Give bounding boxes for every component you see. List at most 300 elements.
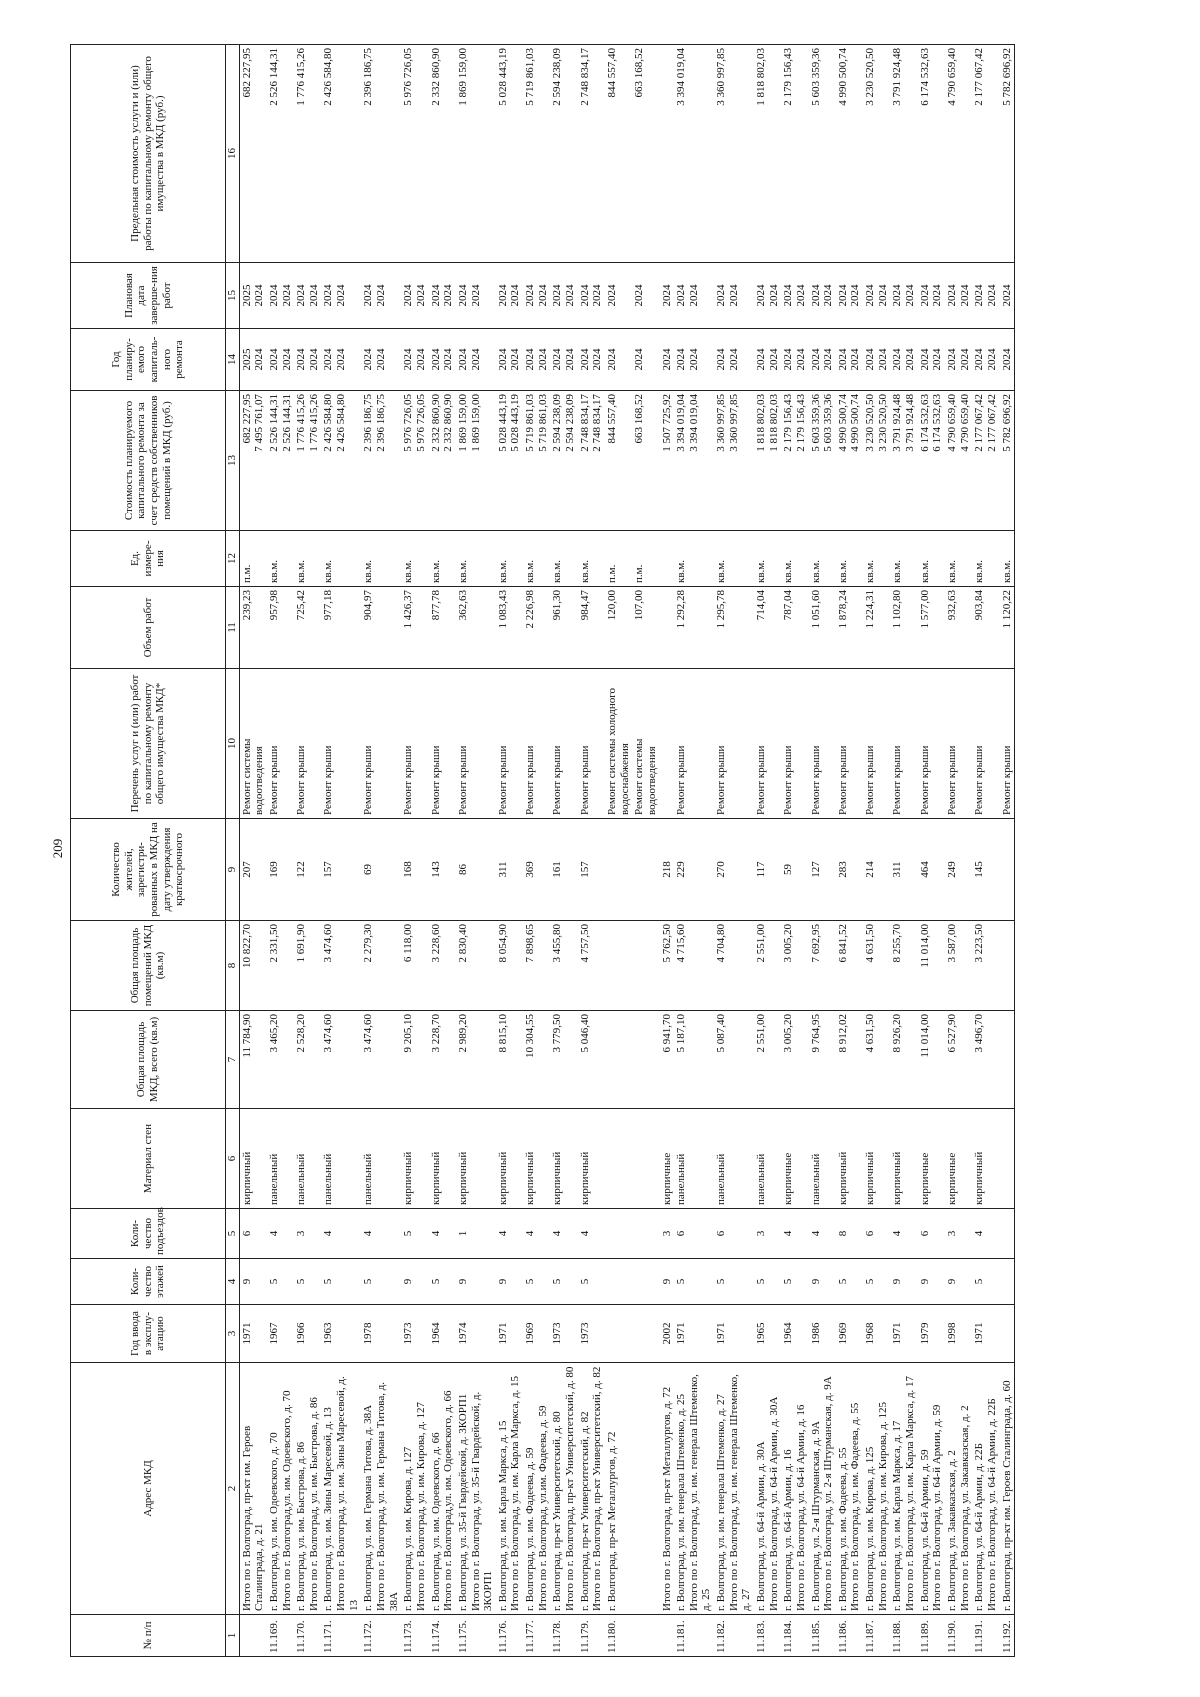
table-row bbox=[890, 45, 917, 1657]
column-number: 5 bbox=[226, 1209, 240, 1259]
column-header: Общая площадь МКД, всего (кв.м) bbox=[71, 1011, 226, 1109]
table-cell: г. Волгоград, ул. им. Фадеева, д. 59 Итого по г. Волгоград, ул.им. Фадеева, д. 59 bbox=[523, 1363, 550, 1615]
table-cell: 362,63 bbox=[456, 587, 496, 669]
table-cell: Ремонт крыши bbox=[714, 669, 754, 819]
table-cell: Ремонт крыши bbox=[754, 669, 781, 819]
table-cell: 11.169. bbox=[267, 1615, 294, 1657]
table-cell: кв.м. bbox=[550, 531, 577, 587]
table-cell: 1973 bbox=[401, 1305, 428, 1363]
table-cell: 2024 2024 bbox=[523, 263, 550, 329]
table-cell: 11 014,00 bbox=[918, 921, 945, 1011]
table-cell: 2 426 584,80 bbox=[321, 45, 361, 263]
table-cell: 2 396 186,75 bbox=[361, 45, 401, 263]
table-cell: 2024 2024 bbox=[294, 329, 321, 391]
table-cell: г. Волгоград, ул. им. Одоевского, д. 70 Итого по г. Волгоград,ул. им. Одоевского, д. 70 bbox=[267, 1363, 294, 1615]
table-cell: 8 815,10 bbox=[496, 1011, 523, 1109]
header-row bbox=[71, 45, 226, 1657]
table-cell: панельный bbox=[321, 1109, 361, 1209]
table-cell: 2024 2024 bbox=[890, 329, 917, 391]
table-cell: 8 255,70 bbox=[890, 921, 917, 1011]
table-cell: кирпичный bbox=[401, 1109, 428, 1209]
table-cell: 5 087,40 bbox=[714, 1011, 754, 1109]
table-cell: 161 bbox=[550, 819, 577, 921]
table-cell: 1 224,31 bbox=[863, 587, 890, 669]
table-cell: 1964 bbox=[429, 1305, 456, 1363]
table-cell: 3 230 520,50 3 230 520,50 bbox=[863, 391, 890, 531]
table-cell: 2 594 238,09 bbox=[550, 45, 577, 263]
table-cell: 2024 2024 bbox=[754, 263, 781, 329]
table-cell: 2024 2024 bbox=[321, 329, 361, 391]
table-cell: 11.183. bbox=[754, 1615, 781, 1657]
table-cell: 5 187,10 bbox=[674, 1011, 714, 1109]
table-cell: 3 779,50 bbox=[550, 1011, 577, 1109]
table-cell: 4 715,60 bbox=[674, 921, 714, 1011]
table-cell: 5 bbox=[267, 1259, 294, 1305]
table-cell: 4 bbox=[809, 1209, 836, 1259]
table-row bbox=[781, 45, 808, 1657]
table-cell: 5 bbox=[714, 1259, 754, 1305]
table-cell: 5 028 443,19 5 028 443,19 bbox=[496, 391, 523, 531]
table-row bbox=[605, 45, 632, 1657]
table-cell: 3 474,60 bbox=[321, 1011, 361, 1109]
table-cell: 464 bbox=[918, 819, 945, 921]
table-cell: 787,04 bbox=[781, 587, 808, 669]
table-cell: кирпичный bbox=[550, 1109, 577, 1209]
column-header: Материал стен bbox=[71, 1109, 226, 1209]
table-cell: 2024 2024 bbox=[890, 263, 917, 329]
table-cell: 3 360 997,85 3 360 997,85 bbox=[714, 391, 754, 531]
table-row bbox=[523, 45, 550, 1657]
column-header: Адрес МКД bbox=[71, 1363, 226, 1615]
table-cell: 2 528,20 bbox=[294, 1011, 321, 1109]
table-cell: 2024 2024 bbox=[781, 263, 808, 329]
table-cell: 11.179. bbox=[578, 1615, 605, 1657]
table-row bbox=[578, 45, 605, 1657]
table-row bbox=[1000, 45, 1015, 1657]
table-cell: 5 762,50 bbox=[660, 921, 675, 1011]
table-cell bbox=[1000, 1109, 1015, 1209]
table-cell: 5 bbox=[361, 1259, 401, 1305]
table-cell: 2024 2024 bbox=[836, 263, 863, 329]
table-cell: 1 120,22 bbox=[1000, 587, 1015, 669]
column-number: 14 bbox=[226, 329, 240, 391]
table-cell: 2024 2024 bbox=[578, 329, 605, 391]
table-cell: 11.174. bbox=[429, 1615, 456, 1657]
table-cell: 11.176. bbox=[496, 1615, 523, 1657]
table-cell: 4 bbox=[972, 1209, 999, 1259]
table-cell: 1 878,24 bbox=[836, 587, 863, 669]
table-cell: кирпичный bbox=[890, 1109, 917, 1209]
table-cell: кв.м. bbox=[321, 531, 361, 587]
table-row bbox=[550, 45, 577, 1657]
table-cell: 3 394 019,04 bbox=[674, 45, 714, 263]
table-cell: 5 782 696,92 bbox=[1000, 391, 1015, 531]
table-cell: 932,63 bbox=[945, 587, 972, 669]
table-cell: г. Волгоград, ул. им. Зины Маресевой, д. 13 Итого по г. Волгоград, ул. им. Зины Маресевой, д. 13 bbox=[321, 1363, 361, 1615]
table-cell: 1 295,78 bbox=[714, 587, 754, 669]
table-cell: 2 396 186,75 2 396 186,75 bbox=[361, 391, 401, 531]
table-cell bbox=[605, 819, 632, 921]
table-cell: 2024 2024 bbox=[523, 329, 550, 391]
table-row bbox=[239, 45, 267, 1657]
table-cell: г. Волгоград, ул. им. Кирова, д. 127 Итого по г. Волгоград, ул. им. Кирова, д. 127 bbox=[401, 1363, 428, 1615]
table-cell: 2024 bbox=[605, 263, 632, 329]
table-cell: 2024 bbox=[632, 329, 659, 391]
table-cell: 5 bbox=[754, 1259, 781, 1305]
table-cell bbox=[1000, 1305, 1015, 1363]
column-number: 13 bbox=[226, 391, 240, 531]
table-cell: 2024 2024 bbox=[714, 329, 754, 391]
table-cell: 5 028 443,19 bbox=[496, 45, 523, 263]
table-cell: 11.192. bbox=[1000, 1615, 1015, 1657]
table-cell: Ремонт крыши bbox=[918, 669, 945, 819]
table-cell: 4 790 659,40 bbox=[945, 45, 972, 263]
column-number: 16 bbox=[226, 45, 240, 263]
table-cell: 6 174 532,63 6 174 532,63 bbox=[918, 391, 945, 531]
column-header: Плановая дата заверше-ния работ bbox=[71, 263, 226, 329]
table-cell: 8 bbox=[836, 1209, 863, 1259]
table-cell: 1 083,43 bbox=[496, 587, 523, 669]
table-cell bbox=[632, 1109, 659, 1209]
table-cell: 3 496,70 bbox=[972, 1011, 999, 1109]
table-cell: 1978 bbox=[361, 1305, 401, 1363]
table-cell bbox=[632, 921, 659, 1011]
table-cell: 2024 2024 bbox=[550, 329, 577, 391]
table-cell: 2024 bbox=[1000, 263, 1015, 329]
table-cell: 3 bbox=[945, 1209, 972, 1259]
table-cell: 11.188. bbox=[890, 1615, 917, 1657]
table-row bbox=[809, 45, 836, 1657]
table-cell bbox=[660, 587, 675, 669]
table-row bbox=[496, 45, 523, 1657]
table-cell: 1998 bbox=[945, 1305, 972, 1363]
table-cell: 9 bbox=[660, 1259, 675, 1305]
table-cell: 11.175. bbox=[456, 1615, 496, 1657]
table-cell: Ремонт крыши bbox=[972, 669, 999, 819]
table-cell bbox=[1000, 819, 1015, 921]
table-cell: 5 603 359,36 5 603 359,36 bbox=[809, 391, 836, 531]
table-cell: 2024 bbox=[660, 263, 675, 329]
table-cell bbox=[605, 921, 632, 1011]
table-cell: Ремонт крыши bbox=[890, 669, 917, 819]
table-cell: г. Волгоград, пр-кт Университетский, д. 82 Итого по г. Волгоград, пр-кт Университетский, д. 82 bbox=[578, 1363, 605, 1615]
table-cell: 3 587,00 bbox=[945, 921, 972, 1011]
table-cell: 2 748 834,17 2 748 834,17 bbox=[578, 391, 605, 531]
table-cell: 3 791 924,48 bbox=[890, 45, 917, 263]
table-cell: 2024 2024 bbox=[863, 329, 890, 391]
table-cell: 1 691,90 bbox=[294, 921, 321, 1011]
table-cell: 4 bbox=[321, 1209, 361, 1259]
table-cell: 4 bbox=[361, 1209, 401, 1259]
table-cell: 5 bbox=[401, 1209, 428, 1259]
table-cell: 2 426 584,80 2 426 584,80 bbox=[321, 391, 361, 531]
page-number: 209 bbox=[50, 838, 65, 859]
table-cell: 2024 2024 bbox=[714, 263, 754, 329]
table-cell: 2024 2024 bbox=[754, 329, 781, 391]
column-number: 7 bbox=[226, 1011, 240, 1109]
table-cell: 2025 2024 bbox=[239, 329, 267, 391]
table-cell: кирпичный bbox=[496, 1109, 523, 1209]
table-cell bbox=[605, 1109, 632, 1209]
table-cell: г. Волгоград, пр-кт Университетский, д. 80 Итого по г. Волгоград, пр-кт Университетский, д. 80 bbox=[550, 1363, 577, 1615]
table-cell: 2024 2024 bbox=[401, 263, 428, 329]
table-cell: г. Волгоград, ул. им. Быстрова, д. 86 Итого по г. Волгоград, ул. им. Быстрова, д. 86 bbox=[294, 1363, 321, 1615]
table-cell: 8 054,90 bbox=[496, 921, 523, 1011]
column-header: Объем работ bbox=[71, 587, 226, 669]
table-cell: г. Волгоград, ул. 2-я Штурманская, д. 9А Итого по г. Волгоград, ул. 2-я Штурманская, д. 9А bbox=[809, 1363, 836, 1615]
table-cell: 1 102,80 bbox=[890, 587, 917, 669]
table-cell: панельный bbox=[714, 1109, 754, 1209]
table-cell: 3 791 924,48 3 791 924,48 bbox=[890, 391, 917, 531]
column-number: 9 bbox=[226, 819, 240, 921]
table-cell: 283 bbox=[836, 819, 863, 921]
table-cell: 169 bbox=[267, 819, 294, 921]
table-cell: кв.м. bbox=[496, 531, 523, 587]
table-cell: 6 941,70 bbox=[660, 1011, 675, 1109]
table-cell: 369 bbox=[523, 819, 550, 921]
table-cell: 2 551,00 bbox=[754, 1011, 781, 1109]
table-cell: панельный bbox=[294, 1109, 321, 1209]
table-cell: 11.172. bbox=[361, 1615, 401, 1657]
table-cell: 2 279,30 bbox=[361, 921, 401, 1011]
table-cell bbox=[632, 1011, 659, 1109]
table-cell: 2024 2024 bbox=[550, 263, 577, 329]
table-cell: 3 228,60 bbox=[429, 921, 456, 1011]
table-cell: 1 bbox=[456, 1209, 496, 1259]
table-row bbox=[361, 45, 401, 1657]
table-cell: Ремонт крыши bbox=[945, 669, 972, 819]
table-cell bbox=[660, 1615, 675, 1657]
table-cell: 1967 bbox=[267, 1305, 294, 1363]
table-row bbox=[632, 45, 659, 1657]
table-cell bbox=[660, 531, 675, 587]
table-cell: кв.м. bbox=[674, 531, 714, 587]
table-cell: 2024 bbox=[605, 329, 632, 391]
table-cell: 1973 bbox=[550, 1305, 577, 1363]
table-cell: кв.м. bbox=[401, 531, 428, 587]
column-number: 15 bbox=[226, 263, 240, 329]
table-cell: 229 bbox=[674, 819, 714, 921]
table-cell: 6 527,90 bbox=[945, 1011, 972, 1109]
table-cell: 3 230 520,50 bbox=[863, 45, 890, 263]
table-cell: кв.м. bbox=[781, 531, 808, 587]
table-cell: кв.м. bbox=[754, 531, 781, 587]
table-row bbox=[972, 45, 999, 1657]
table-cell: 2024 2024 bbox=[456, 263, 496, 329]
table-cell: 2024 2024 bbox=[456, 329, 496, 391]
table-cell: 11.178. bbox=[550, 1615, 577, 1657]
table-cell: кв.м. bbox=[523, 531, 550, 587]
table-cell bbox=[632, 1305, 659, 1363]
table-cell bbox=[632, 1363, 659, 1615]
table-cell: Ремонт крыши bbox=[361, 669, 401, 819]
table-cell: 6 174 532,63 bbox=[918, 45, 945, 263]
table-cell: 1 776 415,26 1 776 415,26 bbox=[294, 391, 321, 531]
table-cell: 11.186. bbox=[836, 1615, 863, 1657]
table-cell: г. Волгоград, ул. им. Карла Маркса, д. 17 Итого по г. Волгоград, ул. им. Карла Маркса, д. 17 bbox=[890, 1363, 917, 1615]
table-cell: 2024 2024 bbox=[945, 263, 972, 329]
table-cell: кирпичный bbox=[972, 1109, 999, 1209]
table-cell bbox=[1000, 1259, 1015, 1305]
column-header: Количество жителей, зарегистри-рованных в МКД на дату утверждения краткосрочного bbox=[71, 819, 226, 921]
table-cell: 10 822,70 bbox=[239, 921, 267, 1011]
table-cell: панельный bbox=[267, 1109, 294, 1209]
table-cell: кв.м. bbox=[945, 531, 972, 587]
column-number: 8 bbox=[226, 921, 240, 1011]
table-cell: кирпичный bbox=[429, 1109, 456, 1209]
table-cell: 11.173. bbox=[401, 1615, 428, 1657]
table-cell: Ремонт системы водоотведения bbox=[632, 669, 659, 819]
table-cell: 2024 2024 bbox=[361, 263, 401, 329]
table-cell: 10 304,55 bbox=[523, 1011, 550, 1109]
table-cell: 2024 2024 bbox=[674, 263, 714, 329]
table-cell: 11.182. bbox=[714, 1615, 754, 1657]
table-cell: г. Волгоград, ул. им. Карла Маркса, д. 15 Итого по г. Волгоград, ул. им. Карла Маркса, д. 15 bbox=[496, 1363, 523, 1615]
table-cell: 2024 2024 bbox=[321, 263, 361, 329]
table-cell: кв.м. bbox=[836, 531, 863, 587]
table-row bbox=[660, 45, 675, 1657]
table-cell: г. Волгоград, ул. Закавказская, д. 2 Итого по г. Волгоград, ул. Закавказская, д. 2 bbox=[945, 1363, 972, 1615]
table-cell: 1969 bbox=[836, 1305, 863, 1363]
table-cell bbox=[1000, 1209, 1015, 1259]
table-cell: 5 782 696,92 bbox=[1000, 45, 1015, 263]
table-cell: 8 912,02 bbox=[836, 1011, 863, 1109]
column-number: 6 bbox=[226, 1109, 240, 1209]
table-cell: 2 179 156,43 2 179 156,43 bbox=[781, 391, 808, 531]
table-cell: 6 bbox=[863, 1209, 890, 1259]
table-cell: 1 776 415,26 bbox=[294, 45, 321, 263]
table-cell: 2024 2024 bbox=[294, 263, 321, 329]
table-cell: 4 631,50 bbox=[863, 921, 890, 1011]
table-cell: 3 bbox=[294, 1209, 321, 1259]
table-cell: 2 748 834,17 bbox=[578, 45, 605, 263]
table-cell: панельный bbox=[361, 1109, 401, 1209]
table-cell: 2025 2024 bbox=[239, 263, 267, 329]
table-cell: 4 631,50 bbox=[863, 1011, 890, 1109]
table-cell: Ремонт системы холодного водоснабжения bbox=[605, 669, 632, 819]
table-row bbox=[754, 45, 781, 1657]
table-row bbox=[267, 45, 294, 1657]
table-cell: 1974 bbox=[456, 1305, 496, 1363]
table-cell: 2 551,00 bbox=[754, 921, 781, 1011]
table-cell: 8 926,20 bbox=[890, 1011, 917, 1109]
column-number: 10 bbox=[226, 669, 240, 819]
table-cell: 214 bbox=[863, 819, 890, 921]
table-cell: 5 bbox=[972, 1259, 999, 1305]
table-cell: 2024 2024 bbox=[578, 263, 605, 329]
table-cell: Ремонт крыши bbox=[496, 669, 523, 819]
table-cell: 2024 2024 bbox=[781, 329, 808, 391]
table-cell: 2024 2024 bbox=[945, 329, 972, 391]
table-cell: 4 bbox=[550, 1209, 577, 1259]
table-cell: г. Волгоград, пр-кт им. Героев Сталинграда, д. 60 bbox=[1000, 1363, 1015, 1615]
table-cell: 2 526 144,31 2 526 144,31 bbox=[267, 391, 294, 531]
table-cell: кирпичный bbox=[523, 1109, 550, 1209]
table-cell: 6 bbox=[918, 1209, 945, 1259]
table-cell: 5 046,40 bbox=[578, 1011, 605, 1109]
table-cell: 4 bbox=[578, 1209, 605, 1259]
table-cell: 239,23 bbox=[239, 587, 267, 669]
table-cell: 5 603 359,36 bbox=[809, 45, 836, 263]
table-cell: кв.м. bbox=[890, 531, 917, 587]
table-cell: 2 526 144,31 bbox=[267, 45, 294, 263]
table-cell bbox=[605, 1259, 632, 1305]
table-cell bbox=[632, 1259, 659, 1305]
table-cell: 1 292,28 bbox=[674, 587, 714, 669]
table-cell: 4 790 659,40 4 790 659,40 bbox=[945, 391, 972, 531]
table-cell: 2024 2024 bbox=[918, 329, 945, 391]
table-cell: кирпичный bbox=[239, 1109, 267, 1209]
table-cell: 127 bbox=[809, 819, 836, 921]
table-cell: 5 bbox=[523, 1259, 550, 1305]
table-cell: 157 bbox=[578, 819, 605, 921]
table-cell: 11.180. bbox=[605, 1615, 632, 1657]
table-cell: 9 bbox=[496, 1259, 523, 1305]
table-cell: 2 594 238,09 2 594 238,09 bbox=[550, 391, 577, 531]
table-cell: 4 990 500,74 bbox=[836, 45, 863, 263]
table-cell: кирпичный bbox=[863, 1109, 890, 1209]
column-header: Перечень услуг и (или) работ по капитальному ремонту общего имущества МКД* bbox=[71, 669, 226, 819]
table-cell: 2 177 067,42 bbox=[972, 45, 999, 263]
table-cell: 2024 2024 bbox=[496, 329, 523, 391]
table-cell: 663 168,52 bbox=[632, 45, 659, 263]
table-cell: Итого по г. Волгоград, пр-кт им. Героев Сталинграда, д. 21 bbox=[239, 1363, 267, 1615]
table-cell bbox=[1000, 1011, 1015, 1109]
table-cell: г. Волгоград, ул. им. Фадеева, д. 55 Итого по г. Волгоград, ул. им. Фадеева, д. 55 bbox=[836, 1363, 863, 1615]
table-cell: 3 360 997,85 bbox=[714, 45, 754, 263]
table-cell: 2 177 067,42 2 177 067,42 bbox=[972, 391, 999, 531]
table-cell: 4 bbox=[523, 1209, 550, 1259]
table-cell: 3 223,50 bbox=[972, 921, 999, 1011]
table-cell: кирпичные bbox=[918, 1109, 945, 1209]
table-cell: г. Волгоград, ул. им. Одоевского, д. 66 Итого по г. Волгоград,ул. им. Одоевского, д. 66 bbox=[429, 1363, 456, 1615]
table-cell: 11.191. bbox=[972, 1615, 999, 1657]
table-cell bbox=[605, 1305, 632, 1363]
table-cell: г. Волгоград, ул. им. Германа Титова, д. 38А Итого по г. Волгоград, ул. им. Германа Титова, д. 38А bbox=[361, 1363, 401, 1615]
table-cell: панельный bbox=[674, 1109, 714, 1209]
table-cell: 5 bbox=[321, 1259, 361, 1305]
column-number: 12 bbox=[226, 531, 240, 587]
table-row bbox=[714, 45, 754, 1657]
table-cell: 11.181. bbox=[674, 1615, 714, 1657]
table-cell: г. Волгоград, ул. 64-й Армии, д. 59 Итого по г. Волгоград, ул. 64-й Армии, д. 59 bbox=[918, 1363, 945, 1615]
table-cell: 9 bbox=[918, 1259, 945, 1305]
table-cell: кирпичные bbox=[660, 1109, 675, 1209]
table-cell: 1971 bbox=[714, 1305, 754, 1363]
table-cell: кв.м. bbox=[267, 531, 294, 587]
table-cell: Ремонт крыши bbox=[550, 669, 577, 819]
table-cell: 157 bbox=[321, 819, 361, 921]
table-cell: Итого по г. Волгоград, пр-кт Металлургов, д. 72 bbox=[660, 1363, 675, 1615]
table-cell: 5 bbox=[578, 1259, 605, 1305]
table-cell: 11.177. bbox=[523, 1615, 550, 1657]
table-cell: 143 bbox=[429, 819, 456, 921]
table-cell: 3 474,60 bbox=[321, 921, 361, 1011]
table-cell: 1 577,00 bbox=[918, 587, 945, 669]
table-cell: 270 bbox=[714, 819, 754, 921]
table-cell bbox=[605, 1011, 632, 1109]
table-cell: кв.м. bbox=[863, 531, 890, 587]
table-cell: п.м. bbox=[632, 531, 659, 587]
table-cell: Ремонт крыши bbox=[578, 669, 605, 819]
table-cell: кирпичный bbox=[578, 1109, 605, 1209]
table-cell: 2024 2024 bbox=[496, 263, 523, 329]
table-cell: 957,98 bbox=[267, 587, 294, 669]
table-cell: 4 990 500,74 4 990 500,74 bbox=[836, 391, 863, 531]
table-cell: 3 474,60 bbox=[361, 1011, 401, 1109]
table-cell: 1971 bbox=[674, 1305, 714, 1363]
column-header: Год ввода в эксплу-атацию bbox=[71, 1305, 226, 1363]
